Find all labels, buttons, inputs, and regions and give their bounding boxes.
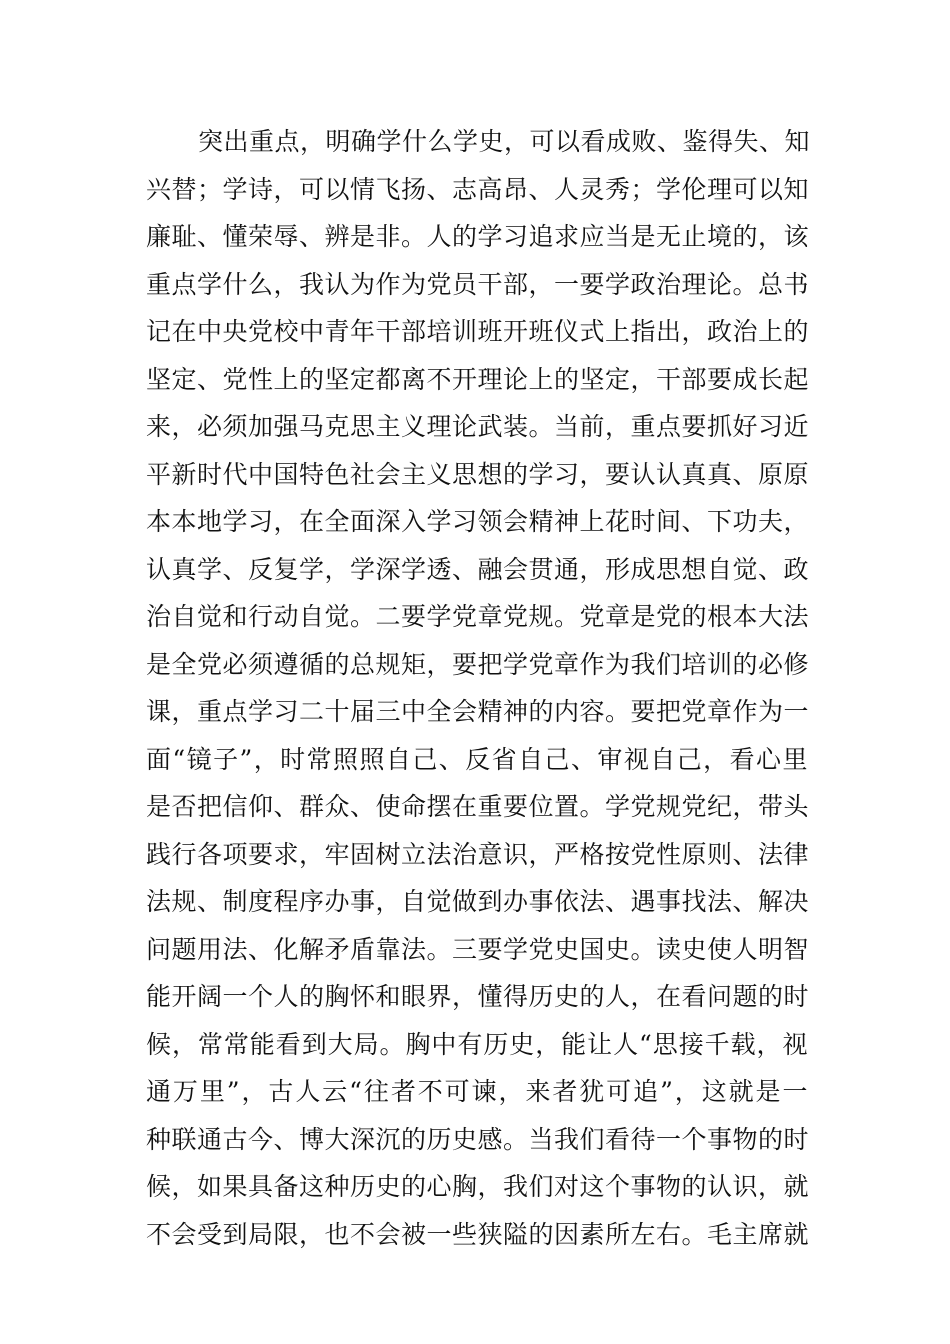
paragraph-line: 候，如果具备这种历史的心胸，我们对这个事物的认识，就 [146,1172,810,1201]
paragraph-line: 坚定、党性上的坚定都离不开理论上的坚定，干部要成长起 [146,364,810,394]
paragraph-line: 种联通古今、博大深沉的历史感。当我们看待一个事物的时 [146,1124,810,1154]
paragraph-line: 法规、制度程序办事，自觉做到办事依法、遇事找法、解决 [146,887,810,916]
paragraph-line: 候，常常能看到大局。胸中有历史，能让人“思接千载，视 [146,1029,808,1059]
body-paragraph [146,118,811,1258]
paragraph-line: 本本地学习，在全面深入学习领会精神上花时间、下功夫， [146,507,810,536]
paragraph-line: 课，重点学习二十届三中全会精神的内容。要把党章作为一 [146,697,810,726]
paragraph-line: 面“镜子”，时常照照自己、反省自己、审视自己，看心里 [146,744,808,774]
paragraph-line: 兴替；学诗，可以情飞扬、志高昂、人灵秀；学伦理可以知 [146,174,810,204]
paragraph-line: 突出重点，明确学什么学史，可以看成败、鉴得失、知 [198,127,811,156]
paragraph-line: 能开阔一个人的胸怀和眼界，懂得历史的人，在看问题的时 [146,982,810,1011]
paragraph-line: 来，必须加强马克思主义理论武装。当前，重点要抓好习近 [146,412,810,441]
paragraph-line: 记在中央党校中青年干部培训班开班仪式上指出，政治上的 [146,317,810,346]
paragraph-line: 治自觉和行动自觉。二要学党章党规。党章是党的根本大法 [146,602,810,631]
paragraph-line: 问题用法、化解矛盾靠法。三要学党史国史。读史使人明智 [146,934,810,964]
paragraph-line: 重点学什么，我认为作为党员干部，一要学政治理论。总书 [146,269,810,299]
paragraph-line: 践行各项要求，牢固树立法治意识，严格按党性原则、法律 [146,839,810,869]
paragraph-line: 廉耻、懂荣辱、辨是非。人的学习追求应当是无止境的，该 [146,222,810,251]
paragraph-line: 认真学、反复学，学深学透、融会贯通，形成思想自觉、政 [146,554,810,584]
paragraph-line: 是否把信仰、群众、使命摆在重要位置。学党规党纪，带头 [146,792,810,821]
paragraph-line: 平新时代中国特色社会主义思想的学习，要认认真真、原原 [146,459,810,489]
paragraph-line: 不会受到局限，也不会被一些狭隘的因素所左右。毛主席就 [146,1219,810,1249]
paragraph-line: 通万里”，古人云“往者不可谏，来者犹可追”，这就是一 [146,1077,808,1106]
paragraph-line: 是全党必须遵循的总规矩，要把学党章作为我们培训的必修 [146,649,810,679]
